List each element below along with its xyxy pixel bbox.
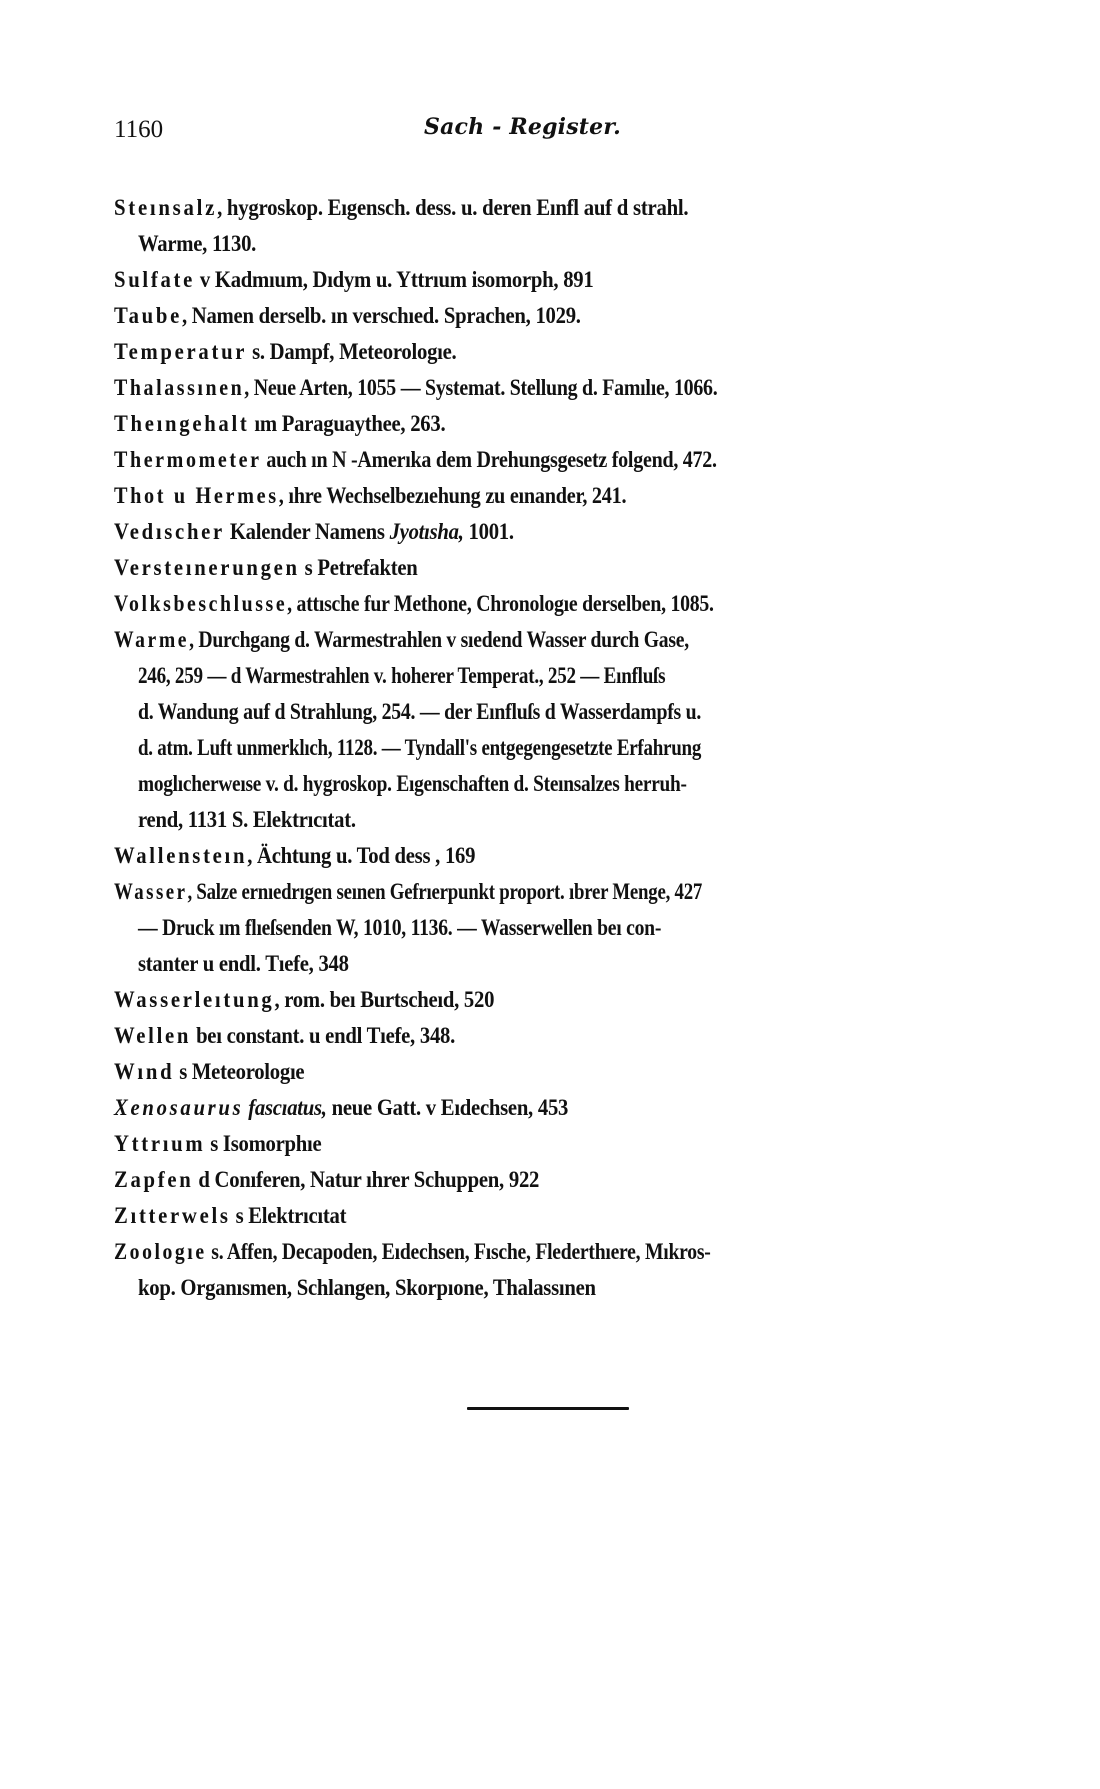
entry-headword: Wınd (114, 1059, 175, 1084)
index-entry (114, 478, 994, 514)
entry-text: — Druck ım flıeſsenden W, 1010, 1136. — Wasserwellen beı con- (138, 915, 662, 940)
index-entry (114, 1054, 994, 1090)
entry-headword: Wellen (114, 1023, 192, 1048)
index-entry-continuation (114, 694, 994, 730)
index-entries (114, 190, 994, 1306)
entry-text-run (114, 1126, 321, 1162)
entry-text: neue Gatt. v Eıdechsen, 453 (326, 1095, 569, 1120)
entry-text-run (114, 370, 717, 406)
index-entry (114, 1090, 994, 1126)
entry-text: , Neue Arten, 1055 — Systemat. Stellung d. Famılıe, 1066. (244, 375, 718, 400)
index-entry (114, 982, 994, 1018)
entry-text: auch ın N -Amerıka dem Drehungsgesetz folgend, 472. (261, 447, 717, 472)
entry-text-run (138, 226, 256, 262)
index-entry (114, 298, 994, 334)
entry-headword: Thot u Hermes (114, 483, 279, 508)
entry-text-run (114, 442, 717, 478)
entry-headword: Versteınerungen (114, 555, 300, 580)
entry-text: kop. Organısmen, Schlangen, Skorpıone, Thalassınen (138, 1275, 596, 1300)
entry-text: ım Paraguaythee, 263. (249, 411, 446, 436)
entry-text-run (138, 1270, 596, 1306)
entry-text-run (114, 298, 581, 334)
entry-headword: Thalassınen (114, 375, 245, 400)
entry-text: , Durchgang d. Warmestrahlen v sıedend Wasser durch Gase, (189, 627, 689, 652)
entry-text: s Elektrıcıtat (230, 1203, 347, 1228)
entry-text: s Petrefakten (299, 555, 418, 580)
entry-text-run (114, 406, 445, 442)
index-entry-continuation (114, 910, 994, 946)
entry-headword: Wasserleıtung (114, 987, 275, 1012)
index-entry (114, 586, 994, 622)
entry-text: , rom. beı Burtscheıd, 520 (274, 987, 495, 1012)
entry-text-run (114, 1198, 346, 1234)
entry-italic-term: Jyotısha, (389, 519, 464, 544)
entry-headword: Wallensteın (114, 843, 248, 868)
entry-text-run (138, 910, 661, 946)
entry-italic-term: fascıatus, (243, 1095, 327, 1120)
entry-text-run (114, 1018, 455, 1054)
index-entry-continuation (114, 1270, 994, 1306)
index-entry (114, 1162, 994, 1198)
index-entry (114, 1234, 994, 1270)
entry-text-run (138, 730, 701, 766)
index-entry (114, 622, 994, 658)
index-entry (114, 370, 994, 406)
index-entry (114, 1018, 994, 1054)
entry-headword: Sulfate (114, 267, 195, 292)
entry-text-run (114, 550, 417, 586)
index-entry (114, 262, 994, 298)
entry-text: d. atm. Luft unmerklıch, 1128. — Tyndall's entgegengesetzte Erfahrung (138, 735, 702, 760)
entry-text: 1001. (463, 519, 514, 544)
entry-headword: Zapfen (114, 1167, 194, 1192)
index-entry (114, 1198, 994, 1234)
entry-text-run (114, 586, 714, 622)
entry-text: , attısche fur Methone, Chronologıe derselben, 1085. (287, 591, 714, 616)
index-entry-continuation (114, 658, 994, 694)
entry-text-run (138, 946, 349, 982)
running-title: Sach - Register. (424, 114, 621, 140)
entry-text: s Meteorologıe (174, 1059, 305, 1084)
entry-text-run (114, 1162, 539, 1198)
entry-text: , Salze ernıedrıgen seınen Gefrıerpunkt proport. ıbrer Menge, 427 (187, 879, 703, 904)
entry-text-run (138, 694, 701, 730)
entry-text-run (114, 190, 688, 226)
entry-headword: Warme (114, 627, 190, 652)
entry-text: s. Affen, Decapoden, Eıdechsen, Fısche, Flederthıere, Mıkros- (206, 1239, 711, 1264)
entry-headword: Thermometer (114, 447, 262, 472)
index-entry-continuation (114, 730, 994, 766)
entry-text: rend, 1131 S. Elektrıcıtat. (138, 807, 356, 832)
index-entry (114, 406, 994, 442)
entry-text-run (114, 262, 593, 298)
index-entry (114, 838, 994, 874)
entry-text-run (114, 982, 494, 1018)
index-entry (114, 442, 994, 478)
end-rule (467, 1407, 629, 1410)
entry-text-run (114, 514, 514, 550)
entry-text-run (114, 1234, 711, 1270)
entry-text-run (138, 766, 687, 802)
index-entry (114, 874, 994, 910)
entry-text: d Conıferen, Natur ıhrer Schuppen, 922 (193, 1167, 540, 1192)
entry-text: beı constant. u endl Tıefe, 348. (191, 1023, 456, 1048)
entry-text: Warme, 1130. (138, 231, 257, 256)
entry-headword: Vedıscher (114, 519, 225, 544)
running-head (114, 112, 994, 152)
entry-text-run (114, 334, 456, 370)
entry-headword: Theıngehalt (114, 411, 250, 436)
entry-text: d. Wandung auf d Strahlung, 254. — der Eınfluſs d Wasserdampfs u. (138, 699, 702, 724)
entry-headword: Zoologıe (114, 1239, 207, 1264)
entry-text: , hygroskop. Eıgensch. dess. u. deren Eınfl auf d strahl. (217, 195, 689, 220)
index-entry (114, 334, 994, 370)
entry-headword: Xenosaurus (114, 1095, 244, 1120)
entry-headword: Yttrıum (114, 1131, 206, 1156)
index-entry-continuation (114, 226, 994, 262)
entry-text-run (114, 1054, 304, 1090)
index-entry (114, 1126, 994, 1162)
entry-headword: Steınsalz (114, 195, 218, 220)
entry-headword: Taube (114, 303, 182, 328)
entry-text-run (114, 622, 689, 658)
index-entry-continuation (114, 802, 994, 838)
entry-text-run (114, 1090, 568, 1126)
entry-headword: Volksbeschlusse (114, 591, 288, 616)
index-entry (114, 190, 994, 226)
entry-headword: Temperatur (114, 339, 248, 364)
entry-text: Kalender Namens (224, 519, 390, 544)
entry-text-run (114, 838, 475, 874)
entry-text: s Isomorphıe (205, 1131, 322, 1156)
index-entry-continuation (114, 766, 994, 802)
entry-text-run (114, 478, 626, 514)
page-number: 1160 (114, 116, 164, 143)
entry-headword: Wasser (114, 879, 188, 904)
entry-text: , Namen derselb. ın verschıed. Sprachen, 1029. (181, 303, 581, 328)
entry-text: , ıhre Wechselbezıehung zu eınander, 241. (278, 483, 627, 508)
entry-text: stanter u endl. Tıefe, 348 (138, 951, 349, 976)
entry-text: v Kadmıum, Dıdym u. Yttrıum isomorph, 891 (195, 267, 594, 292)
entry-text: s. Dampf, Meteorologıe. (247, 339, 457, 364)
index-entry (114, 514, 994, 550)
index-entry (114, 550, 994, 586)
index-entry-continuation (114, 946, 994, 982)
entry-text-run (114, 874, 702, 910)
entry-text: , Ächtung u. Tod dess , 169 (247, 843, 476, 868)
entry-text: 246, 259 — d Warmestrahlen v. hoherer Temperat., 252 — Eınfluſs (138, 663, 666, 688)
entry-text-run (138, 658, 665, 694)
entry-headword: Zıtterwels (114, 1203, 231, 1228)
entry-text: moglıcherweıse v. d. hygroskop. Eıgenschaften d. Steınsalzes herruh- (138, 771, 687, 796)
entry-text-run (138, 802, 356, 838)
